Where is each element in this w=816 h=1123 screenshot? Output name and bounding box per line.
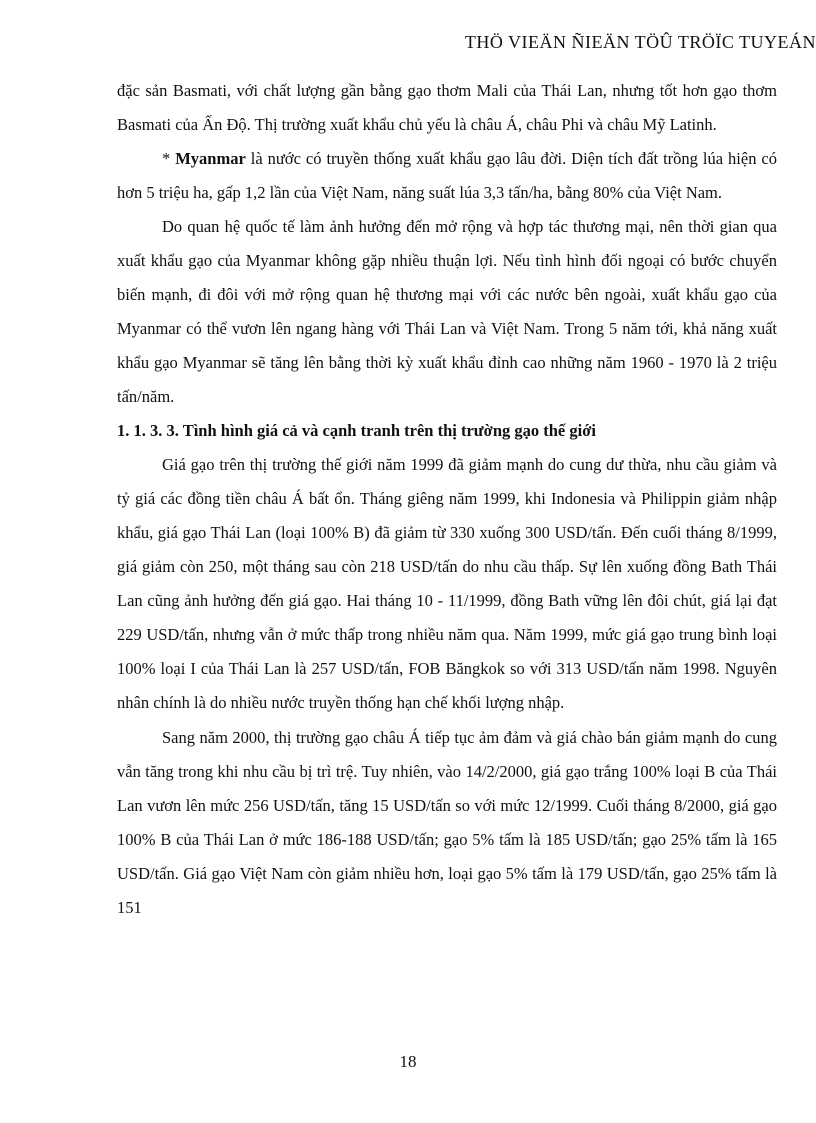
myanmar-bold-term: Myanmar xyxy=(175,149,246,168)
page-number: 18 xyxy=(399,1052,417,1071)
running-header: THÖ VIEÄN ÑIEÄN TÖÛ TRÖÏC TUYEÁN xyxy=(464,32,816,52)
section-heading: 1. 1. 3. 3. Tình hình giá cả và cạnh tranh trên thị trường gạo thế giới xyxy=(117,421,596,440)
myanmar-intro-text: là nước có truyền thống xuất khẩu gạo lâu đời. Diện tích đất trồng lúa hiện có hơn 5 triệu ha, gấp 1,2 lần của Việt Nam, năng suất lúa 3,3 tấn/ha, bằng 80% của Việt Nam. xyxy=(117,149,777,202)
bullet-marker: * xyxy=(162,149,176,168)
paragraph-prices-1999: Giá gạo trên thị trường thế giới năm 1999 đã giảm mạnh do cung dư thừa, nhu cầu giảm và tỷ giá các đồng tiền châu Á bất ổn. Tháng giêng năm 1999, khi Indonesia và Philippin giảm nhập khẩu, giá gạo Thái Lan (loại 100% B) đã giảm từ 330 xuống 300 USD/tấn. Đến cuối tháng 8/1999, giá giảm còn 250, một tháng sau còn 218 USD/tấn do nhu cầu thấp. Sự lên xuống đồng Bath Thái Lan cũng ảnh hưởng đến giá gạo. Hai tháng 10 - 11/1999, đồng Bath vững lên đôi chút, giá lại đạt 229 USD/tấn, nhưng vẫn ở mức thấp trong nhiều năm qua. Năm 1999, mức giá gạo trung bình loại 100% loại I của Thái Lan là 257 USD/tấn, FOB Băngkok so với 313 USD/tấn năm 1998. Nguyên nhân chính là do nhiều nước truyền thống hạn chế khối lượng nhập. xyxy=(117,455,777,712)
document-body xyxy=(117,74,777,925)
paragraph-basmati: đặc sản Basmati, với chất lượng gần bằng gạo thơm Mali của Thái Lan, nhưng tốt hơn gạo thơm Basmati của Ấn Độ. Thị trường xuất khẩu chủ yếu là châu Á, châu Phi và châu Mỹ Latinh. xyxy=(117,81,777,134)
paragraph-myanmar-intro xyxy=(117,142,777,210)
paragraph-prices-2000: Sang năm 2000, thị trường gạo châu Á tiếp tục ảm đảm và giá chào bán giảm mạnh do cung vẫn tăng trong khi nhu cầu bị trì trệ. Tuy nhiên, vào 14/2/2000, giá gạo trắng 100% loại B của Thái Lan vươn lên mức 256 USD/tấn, tăng 15 USD/tấn so với mức 12/1999. Cuối tháng 8/2000, giá gạo 100% B của Thái Lan ở mức 186-188 USD/tấn; gạo 5% tấm là 185 USD/tấn; gạo 25% tấm là 165 USD/tấn. Giá gạo Việt Nam còn giảm nhiều hơn, loại gạo 5% tấm là 179 USD/tấn, gạo 25% tấm là 151 xyxy=(117,728,777,917)
paragraph-myanmar-outlook: Do quan hệ quốc tế làm ảnh hưởng đến mở rộng và hợp tác thương mại, nên thời gian qua xuất khẩu gạo của Myanmar không gặp nhiều thuận lợi. Nếu tình hình đối ngoại có bước chuyển biến mạnh, đi đôi với mở rộng quan hệ thương mại với các nước bên ngoài, xuất khẩu gạo của Myanmar có thể vươn lên ngang hàng với Thái Lan và Việt Nam. Trong 5 năm tới, khả năng xuất khẩu gạo Myanmar sẽ tăng lên bằng thời kỳ xuất khẩu đỉnh cao những năm 1960 - 1970 là 2 triệu tấn/năm. xyxy=(117,217,777,406)
